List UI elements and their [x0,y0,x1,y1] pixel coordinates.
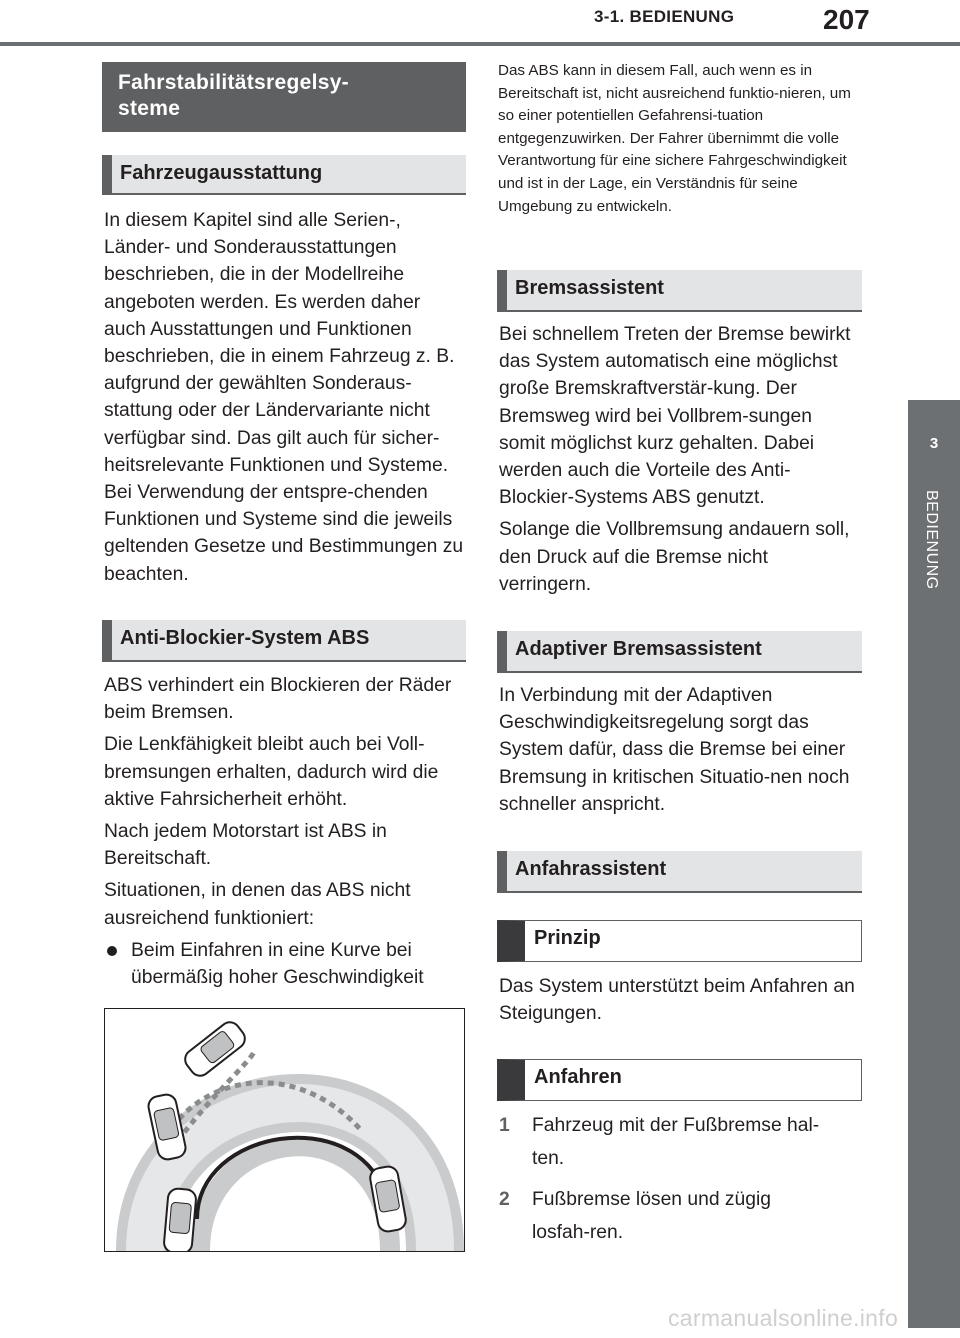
paragraph-fahrzeugausstattung: In diesem Kapitel sind alle Serien-, Länder- und Sonderausstattungen beschrieben, die in der Modellreihe angeboten werden. Es werden daher auch Ausstattungen und Funktionen beschrieben, die in einem Fahrzeug z. B. aufgrund der gewählten Sonderaus-stattung oder der Ländervariante nicht verfügbar sind. Das gilt auch für sicher-heitsrelevante Funktionen und Systeme. Bei Verwendung der entspre-chenden Funktionen und Systeme sind die jeweils geltenden Gesetze und Bestimmungen zu beachten. [104,210,464,585]
main-section-heading: Fahrstabilitätsregelsy- steme [102,62,466,132]
curve-illustration-svg [105,1009,464,1251]
page-number: 207 [823,4,870,35]
abs-paragraph-4: Situationen, in denen das ABS nicht ausreichend funktioniert: [104,880,411,929]
step-number: 1 [499,1115,510,1136]
bremsassistent-paragraph-1: Bei schnellem Treten der Bremse bewirkt das System automatisch eine möglichst große Bremskraftverstär-kung. Der Bremsweg wird bei Vollbrem-sungen somit möglichst kurz gehalten. Dabei werden auch die Vorteile des Anti-Blockier-Systems ABS genutzt. [499,324,851,509]
header-rule [0,42,960,46]
step-number: 2 [499,1189,510,1210]
running-header-section: 3-1. BEDIENUNG [594,7,735,26]
bremsassistent-paragraph-2: Solange die Vollbremsung andauern soll, den Druck auf die Bremse nicht verringern. [499,519,850,595]
heading-bremsassistent: Bremsassistent [497,270,862,312]
prinzip-paragraph: Das System unterstützt beim Anfahren an Steigungen. [499,976,855,1025]
heading-anfahrassistent: Anfahrassistent [497,851,862,893]
heading-abs: Anti-Blockier-System ABS [102,620,466,662]
subheading-anfahren: Anfahren [497,1059,862,1101]
abs-paragraph-2: Die Lenkfähigkeit bleibt auch bei Voll-bremsungen erhalten, dadurch wird die aktive Fahrsicherheit erhöht. [104,734,439,810]
abs-section-body [104,672,466,991]
chapter-number: 3 [929,435,939,452]
anfahren-steps [499,1109,829,1249]
list-item [499,1183,829,1249]
heading-adaptiver-bremsassistent: Adaptiver Bremsassistent [497,631,862,673]
heading-fahrzeugausstattung: Fahrzeugausstattung [102,155,466,195]
abs-note-paragraph: Das ABS kann in diesem Fall, auch wenn es in Bereitschaft ist, nicht ausreichend funktio-nieren, um so einer potentiellen Gefahrensi-tuation entgegenzuwirken. Der Fahrer übernimmt die volle Verantwortung für eine sichere Fahrgeschwindigkeit und ist in der Lage, ein Verständnis für seine Umgebung zu entwickeln. [498,62,851,215]
list-item: Beim Einfahren in eine Kurve bei übermäßig hoher Geschwindigkeit [104,937,466,991]
chapter-side-tab [908,400,960,1328]
car-icon [163,1188,196,1251]
abs-paragraph-3: Nach jedem Motorstart ist ABS in Bereitschaft. [104,821,387,870]
bremsassistent-body [499,321,862,598]
abs-paragraph-1: ABS verhindert ein Blockieren der Räder beim Bremsen. [104,675,452,724]
step-text: Fußbremse lösen und zügig losfah-ren. [532,1189,772,1243]
subheading-prinzip: Prinzip [497,920,862,962]
adaptiver-paragraph: In Verbindung mit der Adaptiven Geschwindigkeitsregelung sorgt das System dafür, dass die Bremse bei einer Bremsung in kritischen Situatio-nen noch schneller anspricht. [499,685,850,815]
list-item [499,1109,829,1175]
chapter-label: BEDIENUNG [923,490,940,590]
curve-skid-illustration [104,1008,465,1252]
watermark: carmanualsonline.info [668,1305,899,1331]
step-text: Fahrzeug mit der Fußbremse hal-ten. [532,1115,820,1169]
